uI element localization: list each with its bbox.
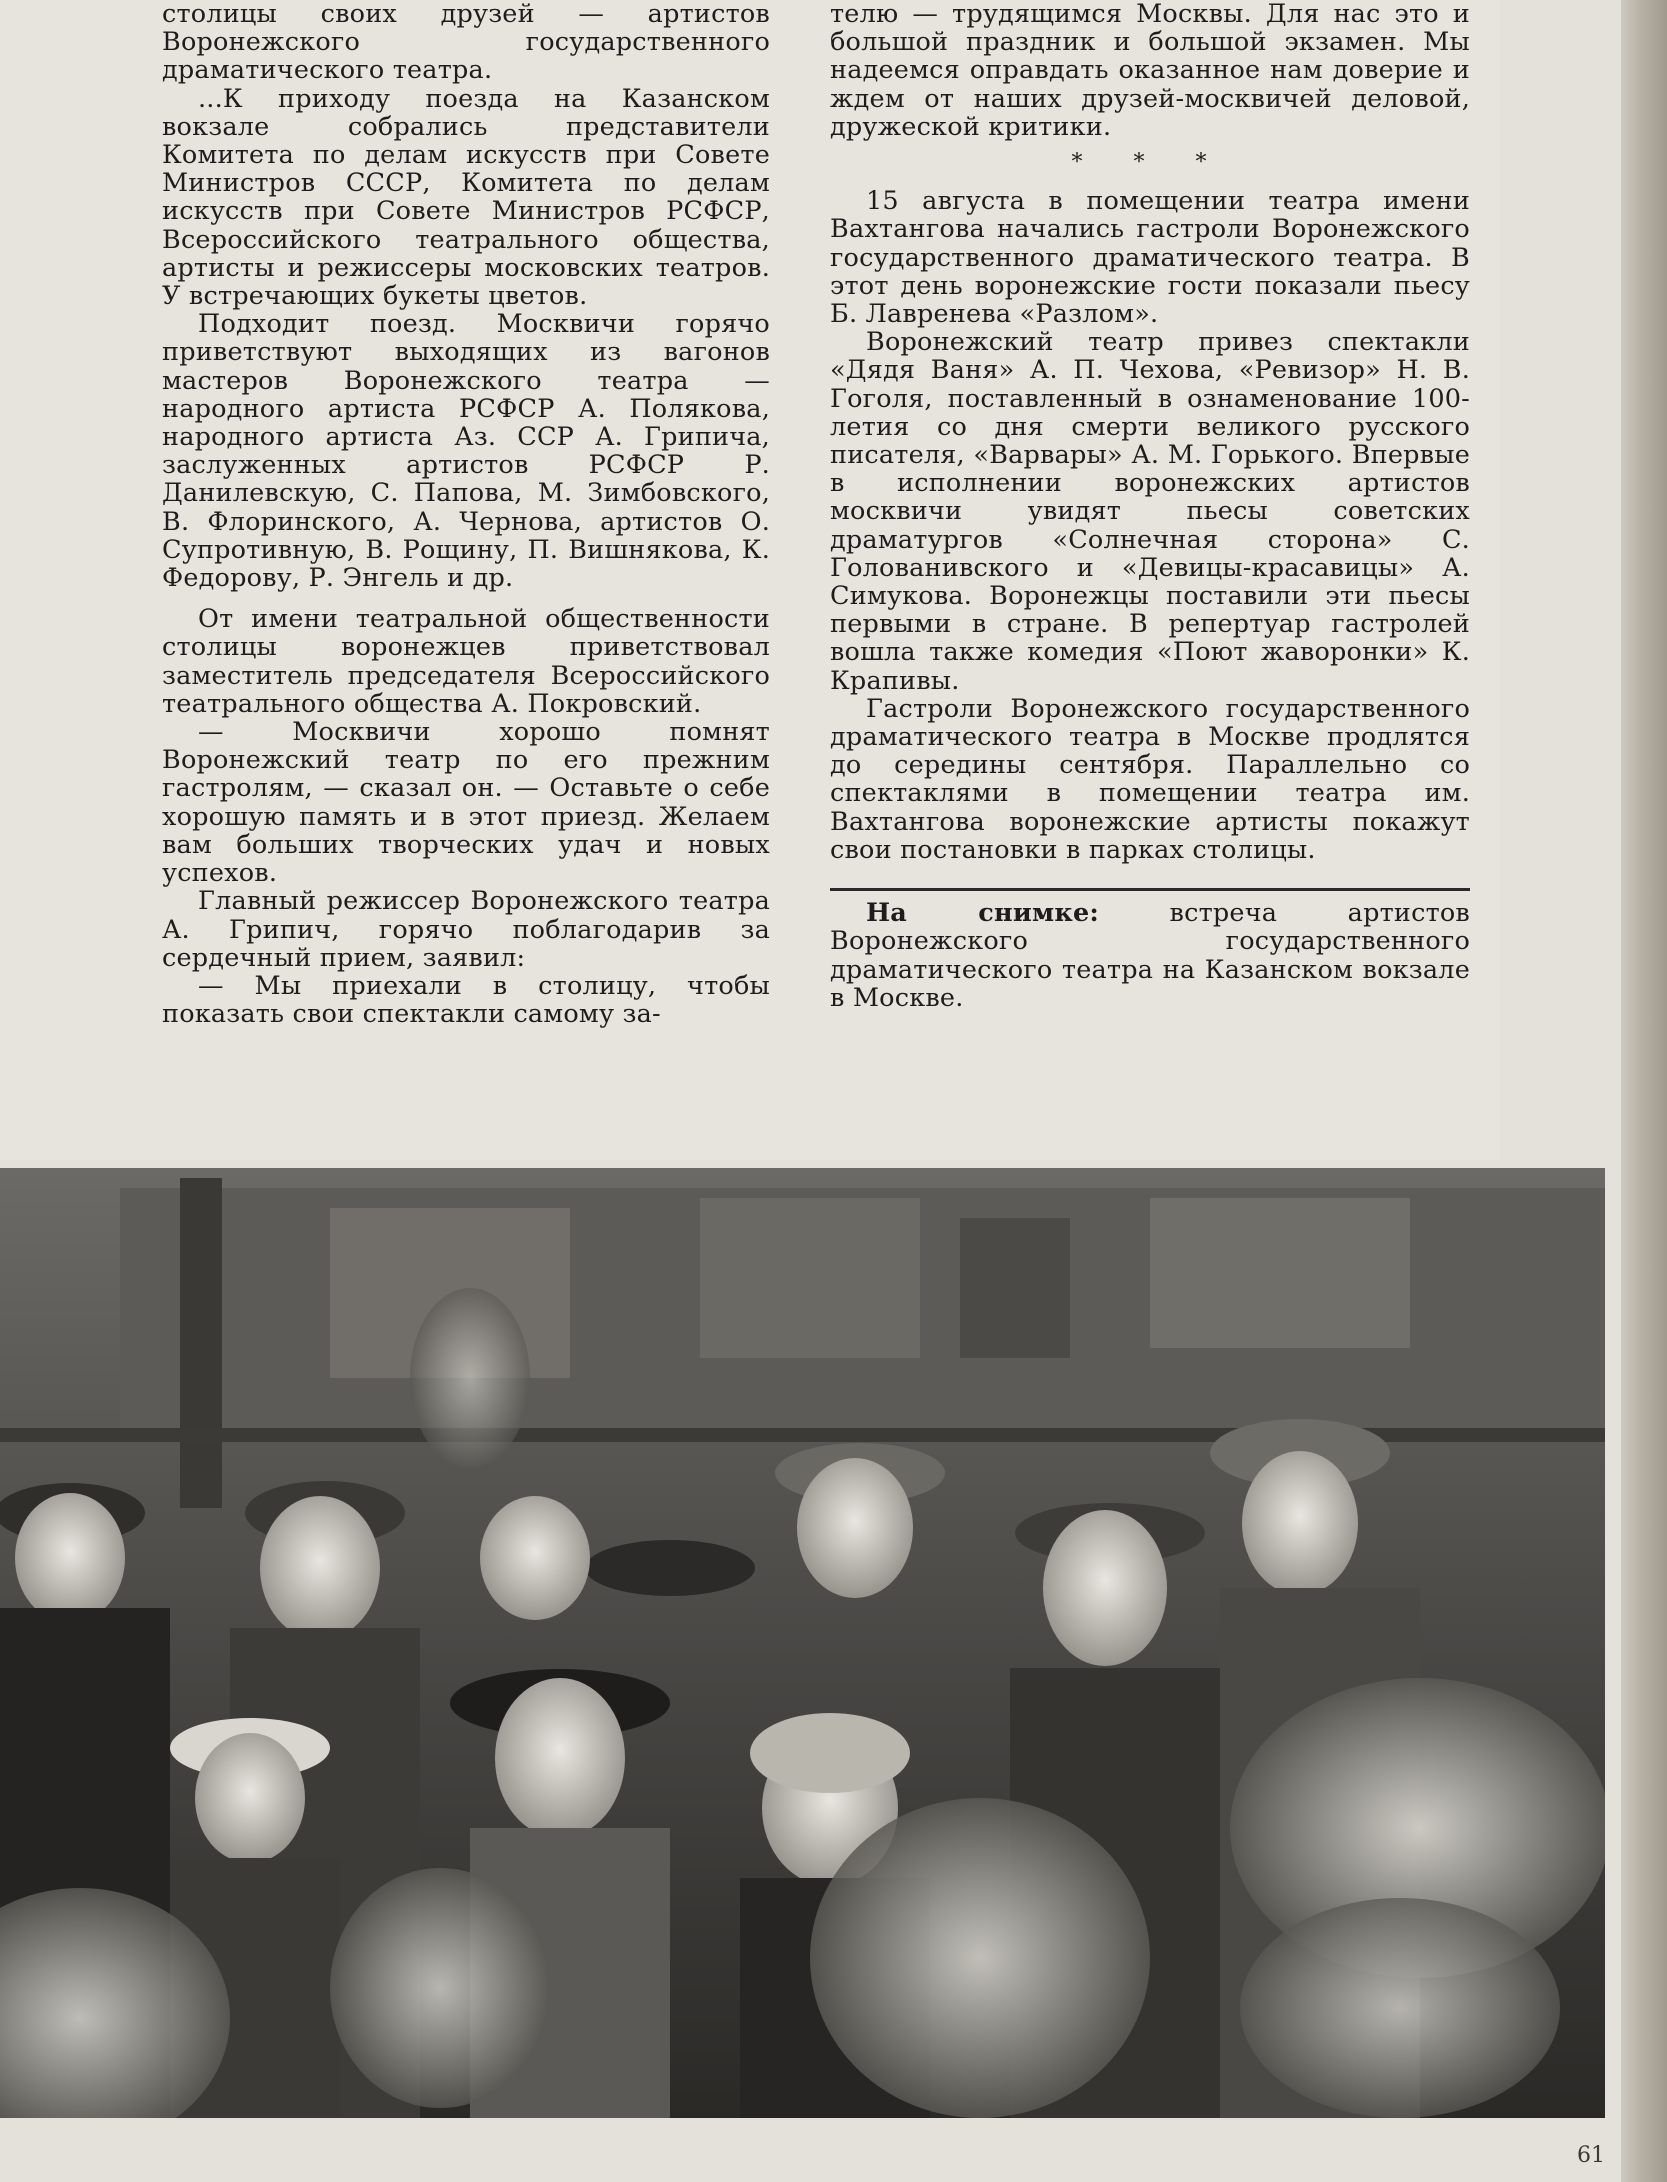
paragraph: Подходит поезд. Москвичи горячо приветствуют выходящих из вагонов мастеров Воронежского театра — народного артиста РСФСР А. Полякова, народного артиста Аз. ССР А. Грипича, заслуженных артистов РСФСР Р. Данилевскую, С. Папова, М. Зимбовского, В. Флоринского, А. Чернова, артистов О. Супротивную, В. Рощину, П. Вишнякова, К. Федорову, Р. Энгель и др.	[162, 309, 770, 594]
paragraph: телю — трудящимся Москвы. Для нас это и большой праздник и большой экзамен. Мы надеемся оправдать оказанное нам доверие и ждем от наших друзей-москвичей деловой, дружеской критики.	[830, 0, 1470, 142]
cardboard-edge	[1621, 0, 1667, 2182]
caption-divider	[830, 888, 1470, 891]
newspaper-clipping	[0, 0, 1500, 1160]
article-right-column	[830, 0, 1470, 1012]
paragraph: — Мы приехали в столицу, чтобы показать свои спектакли самому за-	[162, 970, 770, 1030]
caption-label: На снимке:	[866, 898, 1100, 929]
section-separator: * * *	[1071, 150, 1229, 176]
paragraph: — Москвичи хорошо помнят Воронежский театр по его прежним гастролям, — сказал он. — Оставьте о себе хорошую память и в этот приезд. Желаем вам больших творческих удач и новых успехов.	[162, 717, 770, 889]
article-left-column	[162, 0, 770, 1028]
paragraph: ...К приходу поезда на Казанском вокзале собрались представители Комитета по делам искусств при Совете Министров СССР, Комитета по делам искусств при Совете Министров РСФСР, Всероссийского театрального общества, артисты и режиссеры московских театров. У встречающих букеты цветов.	[162, 83, 770, 312]
paragraph: От имени театральной общественности столицы воронежцев приветствовал заместитель председателя Всероссийского театрального общества А. Покровский.	[162, 604, 770, 719]
paragraph: столицы своих друзей — артистов Воронежского государственного драматического театра.	[162, 0, 770, 86]
page-number: 61	[1577, 2143, 1605, 2168]
photo-caption	[830, 899, 1470, 1012]
paragraph: Гастроли Воронежского государственного драматического театра в Москве продлятся до середины сентября. Параллельно со спектаклями в помещении театра им. Вахтангова воронежские артисты покажут свои постановки в парках столицы.	[830, 693, 1470, 865]
group-photo-icon	[0, 1168, 1605, 2118]
paragraph: Главный режиссер Воронежского театра А. Грипич, горячо поблагодарив за сердечный прием, заявил:	[162, 886, 770, 973]
paragraph: Воронежский театр привез спектакли «Дядя Ваня» А. П. Чехова, «Ревизор» Н. В. Гоголя, поставленный в ознаменование 100-летия со дня смерти великого русского писателя, «Варвары» А. М. Горького. Впервые в исполнении воронежских артистов москвичи увидят пьесы советских драматургов «Солнечная сторона» С. Голованивского и «Девицы-красавицы» А. Симукова. Воронежцы поставили эти пьесы первыми в стране. В репертуар гастролей вошла также комедия «Поют жаворонки» К. Крапивы.	[830, 327, 1470, 696]
caption-text: встреча артистов Воронежского государственного драматического театра на Казанском вокзале в Москве.	[830, 898, 1470, 1013]
group-photo	[0, 1168, 1605, 2118]
paragraph: 15 августа в помещении театра имени Вахтангова начались гастроли Воронежского государственного драматического театра. В этот день воронежские гости показали пьесу Б. Лавренева «Разлом».	[830, 186, 1470, 330]
